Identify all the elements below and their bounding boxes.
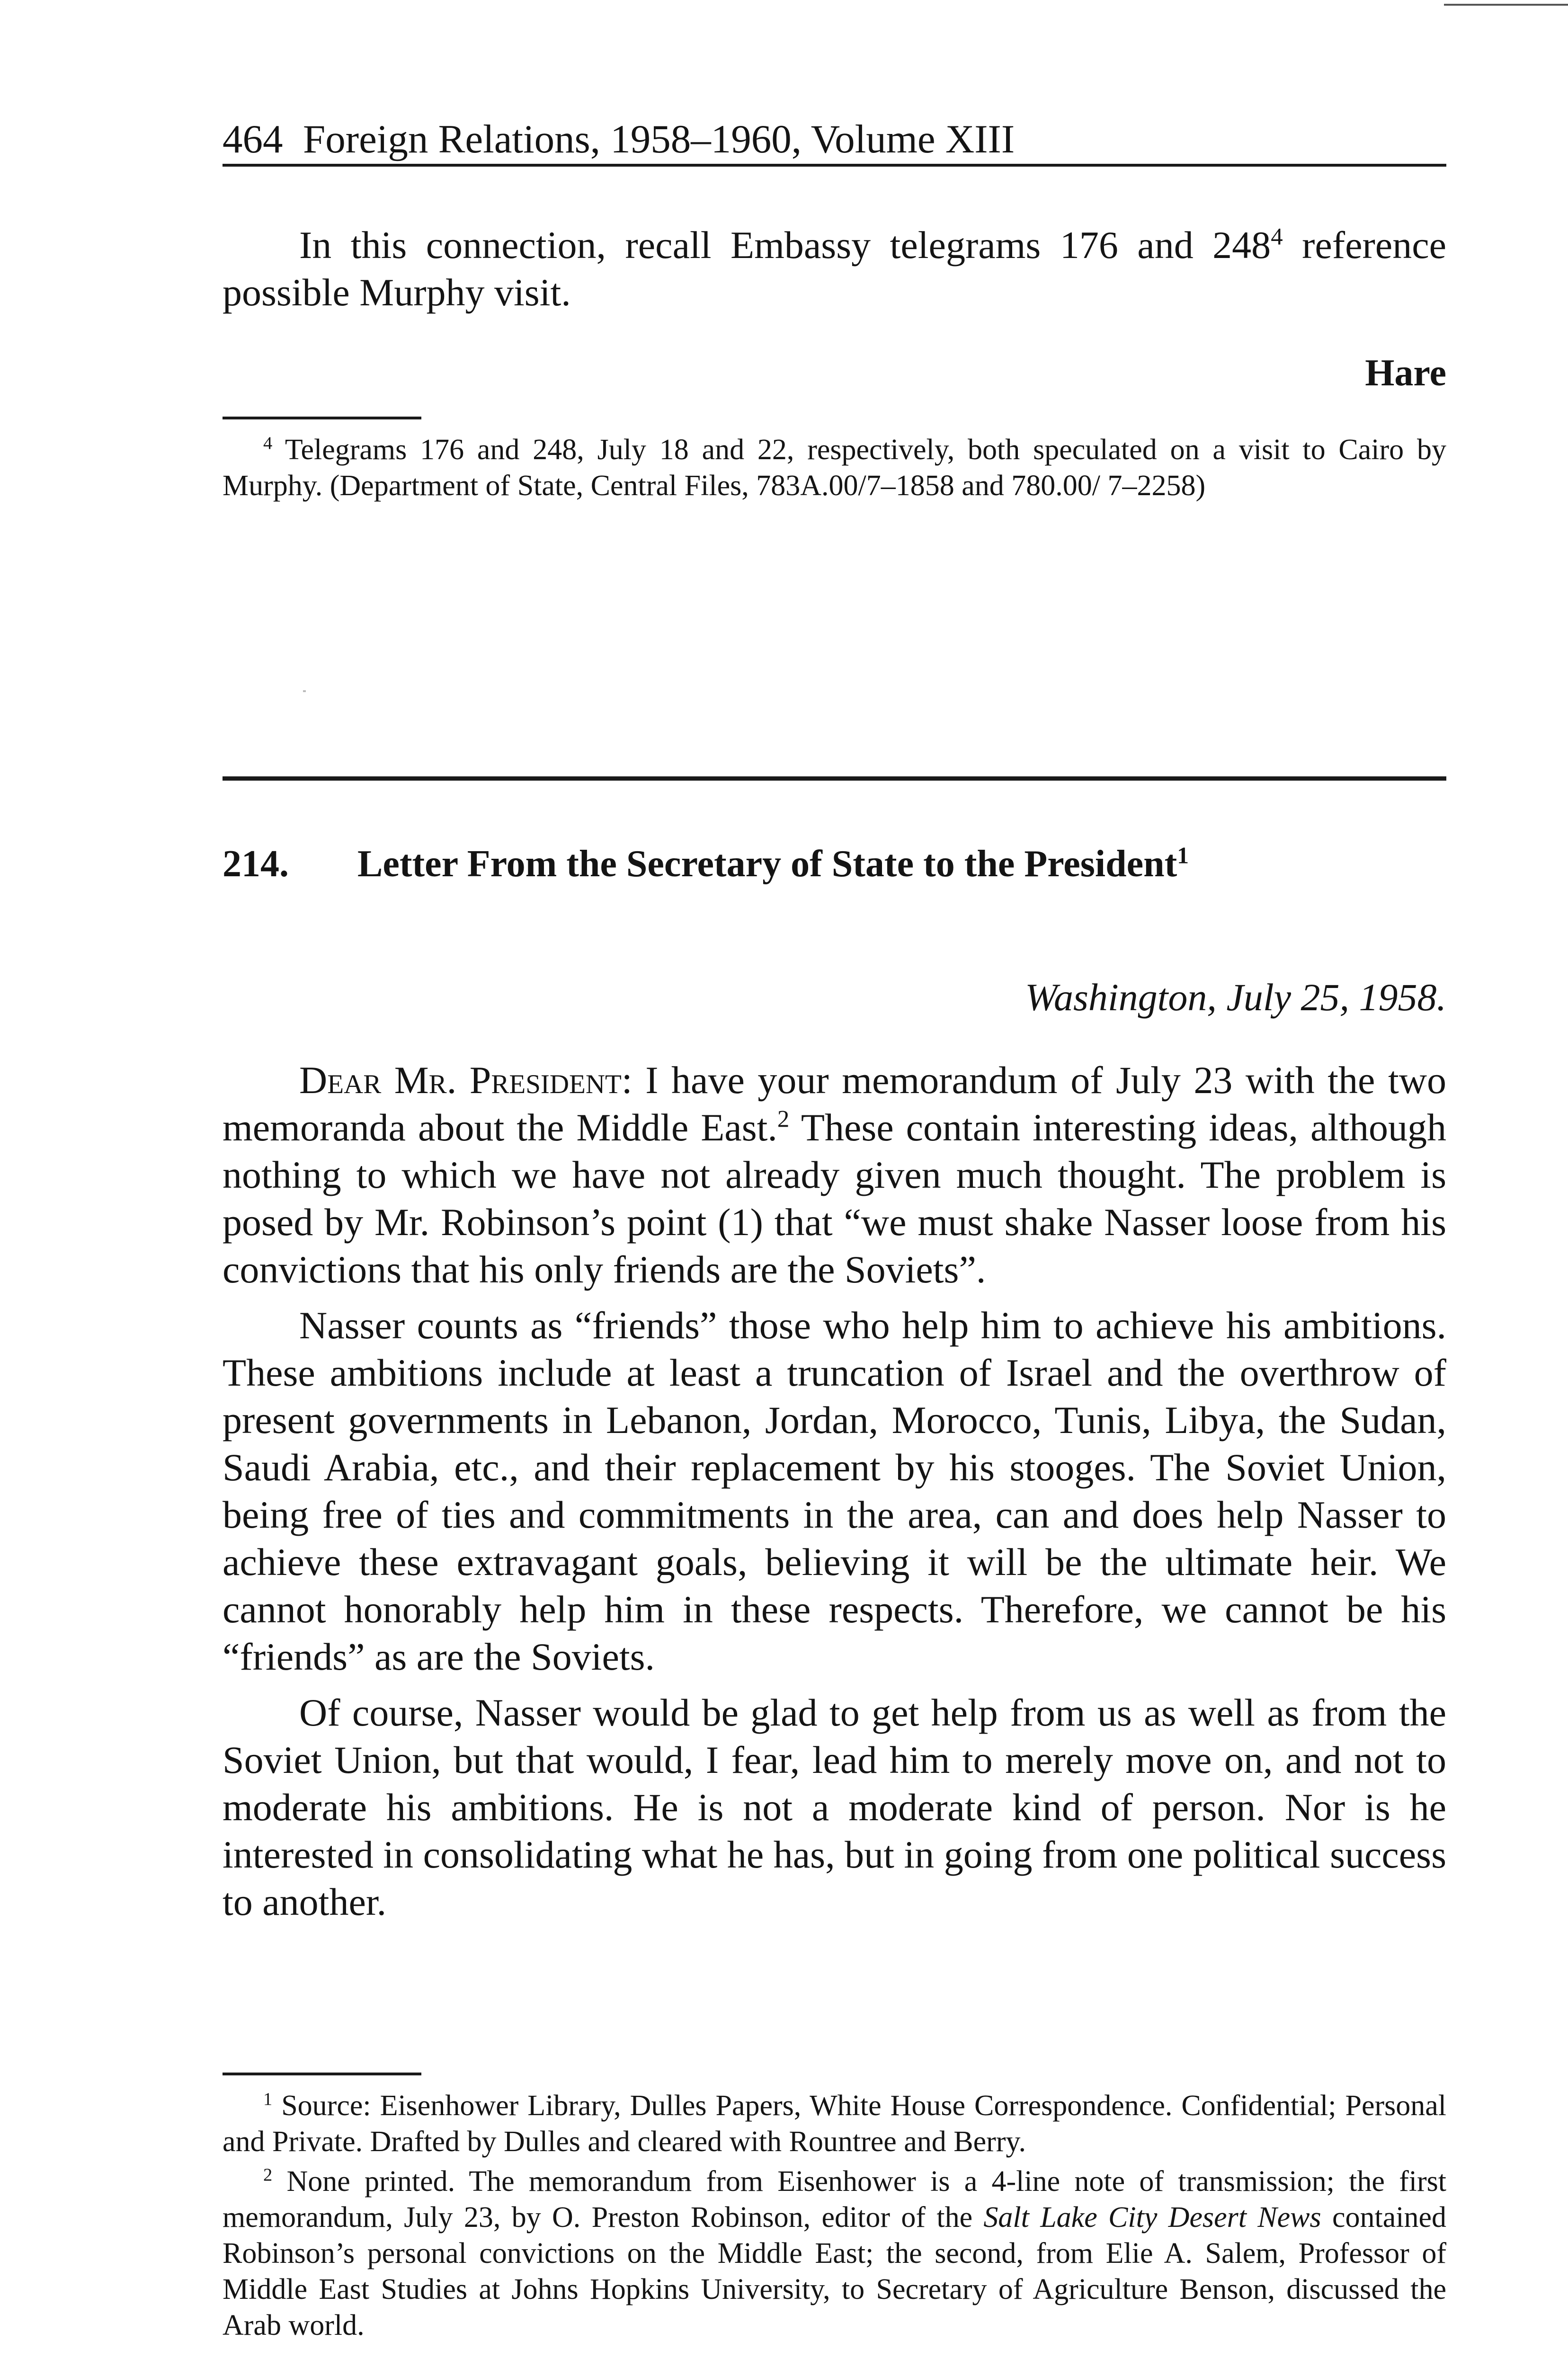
previous-doc-text-cont: reference possible Murphy visit.	[223, 223, 1446, 314]
footnote-rule	[223, 2073, 421, 2075]
running-head-text	[223, 117, 1446, 162]
newspaper-name: Salt Lake City Desert News	[983, 2201, 1321, 2234]
previous-doc-paragraph	[223, 222, 1446, 316]
footnote-ref-4: 4	[1271, 223, 1283, 250]
title-footnote-ref: 1	[1177, 842, 1189, 869]
footnote-marker: 4	[263, 433, 273, 454]
footnotes	[223, 2073, 1446, 2343]
page-number: 464	[223, 117, 283, 161]
signature: Hare	[1365, 352, 1446, 394]
corner-rule	[1444, 4, 1568, 6]
letter-body	[223, 1057, 1446, 1926]
document-title: Letter From the Secretary of State to the President	[357, 843, 1177, 885]
running-head	[223, 117, 1446, 167]
running-head-rule	[223, 164, 1446, 167]
footnote-1	[223, 2088, 1446, 2160]
paragraph-1	[223, 1057, 1446, 1293]
footnote-text: None printed. The memorandum from Eisenhower is a 4-line note of transmission; the first memorandum, July 23, by O. Preston Robinson, editor of the	[223, 2165, 1446, 2234]
footnote-text: Telegrams 176 and 248, July 18 and 22, respectively, both speculated on a visit to Cairo by Murphy. (Department of State, Central Files, 783A.00/7–1858 and 780.00/ 7–2258)	[223, 434, 1446, 502]
paragraph-1-text: I have your memorandum of July 23 with the two memoranda about the Middle East.	[223, 1059, 1447, 1149]
section-divider	[223, 776, 1446, 781]
footnote-text: Source: Eisenhower Library, Dulles Papers, White House Correspondence. Confidential; Personal and Private. Drafted by Dulles and cleared with Rountree and Berry.	[223, 2090, 1446, 2158]
document-heading	[223, 843, 1446, 886]
paragraph-2: Nasser counts as “friends” those who help him to achieve his ambitions. These ambitions include at least a truncation of Israel and the overthrow of present governments in Lebanon, Jordan, Morocco, Tunis, Libya, the Sudan, Saudi Arabia, etc., and their replacement by his stooges. The Soviet Union, being free of ties and commitments in the area, can and does help Nasser to achieve these extravagant goals, believing it will be the ultimate heir. We cannot honorably help him in these respects. Therefore, we cannot be his “friends” as are the Soviets.	[223, 1304, 1446, 1678]
previous-doc-text: In this connection, recall Embassy telegrams 176 and 248	[299, 223, 1271, 267]
footnote-ref-2: 2	[777, 1105, 790, 1132]
scan-speck	[303, 690, 306, 692]
footnote-marker: 1	[263, 2089, 273, 2109]
footnote-text-cont: contained Robinson’s personal convictions on the Middle East; the second, from Elie A. Salem, Professor of Middle East Studies at Johns Hopkins University, to Secretary of Agriculture Benson, discussed the Arab world.	[223, 2201, 1446, 2341]
document-number: 214.	[223, 843, 289, 885]
previous-document-tail	[223, 222, 1446, 504]
footnote-2	[223, 2163, 1446, 2343]
place-date: Washington, July 25, 1958.	[1025, 976, 1446, 1019]
paragraph-1-text-cont: These contain interesting ideas, although nothing to which we have not already given much thought. The problem is posed by Mr. Robinson’s point (1) that “we must shake Nasser loose from his convictions that his only friends are the Soviets”.	[223, 1106, 1446, 1291]
footnote-4	[223, 432, 1446, 504]
footnote-rule	[223, 417, 421, 419]
footnote-marker: 2	[263, 2165, 273, 2185]
volume-title: Foreign Relations, 1958–1960, Volume XIII	[303, 117, 1015, 161]
paragraph-3: Of course, Nasser would be glad to get help from us as well as from the Soviet Union, but that would, I fear, lead him to merely move on, and not to moderate his ambitions. He is not a moderate kind of person. Nor is he interested in consolidating what he has, but in going from one political success to another.	[223, 1691, 1446, 1923]
salutation: Dear Mr. President:	[299, 1059, 633, 1102]
